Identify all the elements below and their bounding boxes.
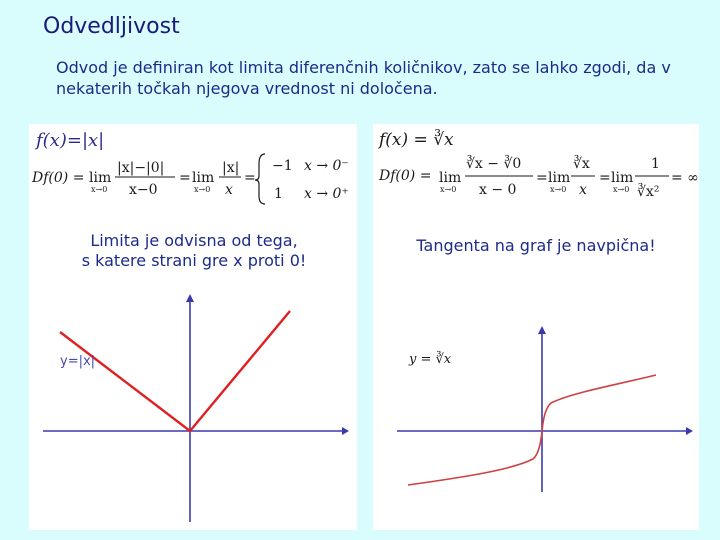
right-quot2-den: x	[579, 182, 587, 198]
left-caption-line2: s katere strani gre x proti 0!	[81, 251, 307, 270]
right-y-axis-arrow	[538, 326, 546, 334]
right-lim-sub-2: x→0	[550, 185, 567, 194]
left-lim-2: lim	[192, 170, 215, 186]
left-quot1-den: x−0	[129, 182, 158, 198]
right-cbrt-curve	[408, 375, 656, 485]
left-graph-label: y=|x|	[60, 354, 96, 369]
left-case2-val: 1	[274, 186, 283, 202]
left-equals-2: =	[244, 170, 256, 186]
right-result: = ∞	[671, 170, 699, 186]
left-quot2-den: x	[225, 182, 233, 198]
left-quot2-num: |x|	[222, 160, 240, 176]
right-x-axis-arrow	[686, 427, 693, 435]
left-quot1-num: |x|−|0|	[117, 160, 165, 176]
right-formula-svg	[373, 124, 699, 530]
left-lim-sub-2: x→0	[194, 185, 211, 194]
left-abs-curve	[60, 311, 290, 431]
right-function: f(x) = ∛x	[379, 130, 454, 150]
left-case1-cond: x → 0⁻	[304, 158, 349, 174]
right-quot3-den: ∛x²	[637, 184, 660, 200]
right-lim-2: lim	[548, 170, 571, 186]
left-equals-1: =	[179, 170, 191, 186]
left-panel	[29, 124, 357, 530]
right-quot1-den: x − 0	[479, 182, 517, 198]
right-lim-sub-3: x→0	[613, 185, 630, 194]
right-derivative-lhs: Df(0) =	[379, 168, 432, 184]
intro-text: Odvod je definiran kot limita diferenčnih količnikov, zato se lahko zgodi, da v nekaterih točkah njegova vrednost ni določena.	[56, 58, 671, 98]
left-derivative-lhs: Df(0) =	[32, 170, 85, 186]
right-equals-1: =	[536, 170, 548, 186]
left-lim-1: lim	[89, 170, 112, 186]
right-quot1-num: ∛x − ∛0	[466, 156, 522, 172]
left-y-axis-arrow	[186, 294, 194, 302]
left-caption	[39, 231, 349, 271]
left-brace	[255, 154, 265, 204]
left-case2-cond: x → 0⁺	[304, 186, 349, 202]
page-title: Odvedljivost	[43, 14, 180, 39]
right-equals-2: =	[599, 170, 611, 186]
left-function: f(x)=|x|	[36, 130, 105, 151]
right-quot3-num: 1	[651, 156, 660, 172]
left-caption-line1: Limita je odvisna od tega,	[90, 231, 298, 250]
right-lim-sub-1: x→0	[440, 185, 457, 194]
left-x-axis-arrow	[342, 427, 349, 435]
left-formula-svg	[29, 124, 357, 530]
right-lim-3: lim	[611, 170, 634, 186]
right-panel	[373, 124, 699, 530]
right-lim-1: lim	[439, 170, 462, 186]
right-caption: Tangenta na graf je navpična!	[416, 236, 656, 255]
left-case1-val: −1	[272, 158, 293, 174]
left-lim-sub-1: x→0	[91, 185, 108, 194]
right-quot2-num: ∛x	[573, 156, 590, 172]
right-graph-label: y = ∛x	[409, 352, 452, 367]
